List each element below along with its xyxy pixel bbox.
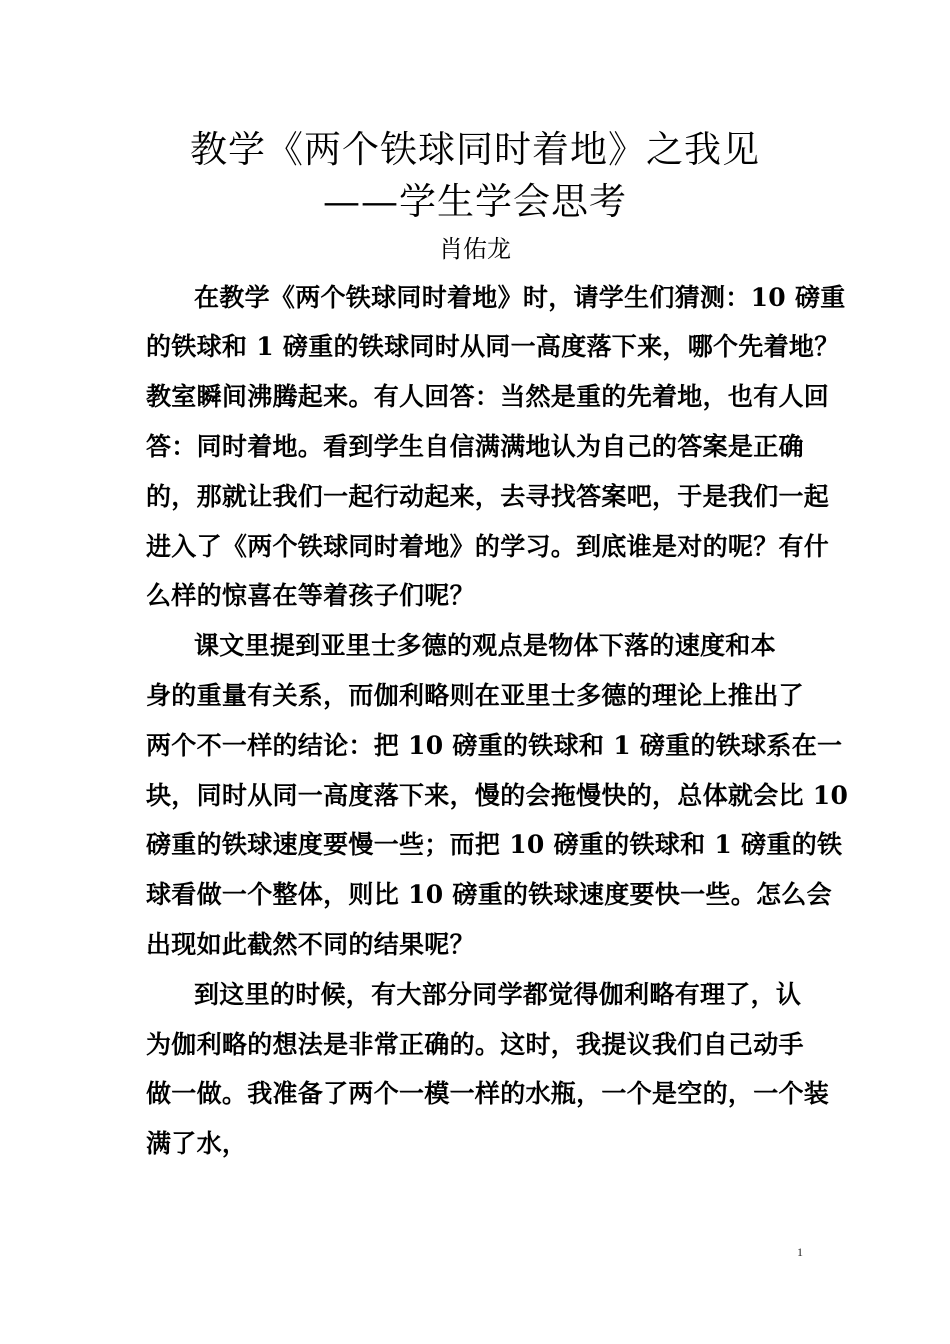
body-line: 进入了《两个铁球同时着地》的学习。到底谁是对的呢？有什 [146,532,830,561]
body-line: 么样的惊喜在等着孩子们呢？ [146,581,475,610]
body-line: 两个不一样的结论：把 10 磅重的铁球和 1 磅重的铁球系在一 [146,731,843,760]
body-line: 球看做一个整体，则比 10 磅重的铁球速度要快一些。怎么会 [146,880,832,909]
author-name: 肖佑龙 [439,235,511,263]
page-number: 1 [797,1245,803,1259]
document-subtitle: ——学生学会思考 [323,180,627,223]
body-line: 教室瞬间沸腾起来。有人回答：当然是重的先着地，也有人回 [146,382,830,411]
body-line: 课文里提到亚里士多德的观点是物体下落的速度和本 [194,631,776,660]
body-line: 到这里的时候，有大部分同学都觉得伽利略有理了，认 [194,980,802,1009]
body-line: 身的重量有关系，而伽利略则在亚里士多德的理论上推出了 [146,681,804,710]
body-line: 满了水， [146,1129,248,1158]
body-line: 为伽利略的想法是非常正确的。这时，我提议我们自己动手 [146,1030,804,1059]
body-line: 的铁球和 1 磅重的铁球同时从同一高度落下来，哪个先着地？ [146,332,840,361]
body-line: 做一做。我准备了两个一模一样的水瓶，一个是空的，一个装 [146,1079,830,1108]
body-line: 的，那就让我们一起行动起来，去寻找答案吧，于是我们一起 [146,482,830,511]
body-line: 出现如此截然不同的结果呢？ [146,930,475,959]
body-line: 答：同时着地。看到学生自信满满地认为自己的答案是正确 [146,432,804,461]
body-line: 块，同时从同一高度落下来，慢的会拖慢快的，总体就会比 10 [146,781,849,810]
document-title: 教学《两个铁球同时着地》之我见 [190,128,760,171]
body-line: 磅重的铁球速度要慢一些；而把 10 磅重的铁球和 1 磅重的铁 [146,830,843,859]
body-line: 在教学《两个铁球同时着地》时，请学生们猜测：10 磅重 [194,283,846,312]
